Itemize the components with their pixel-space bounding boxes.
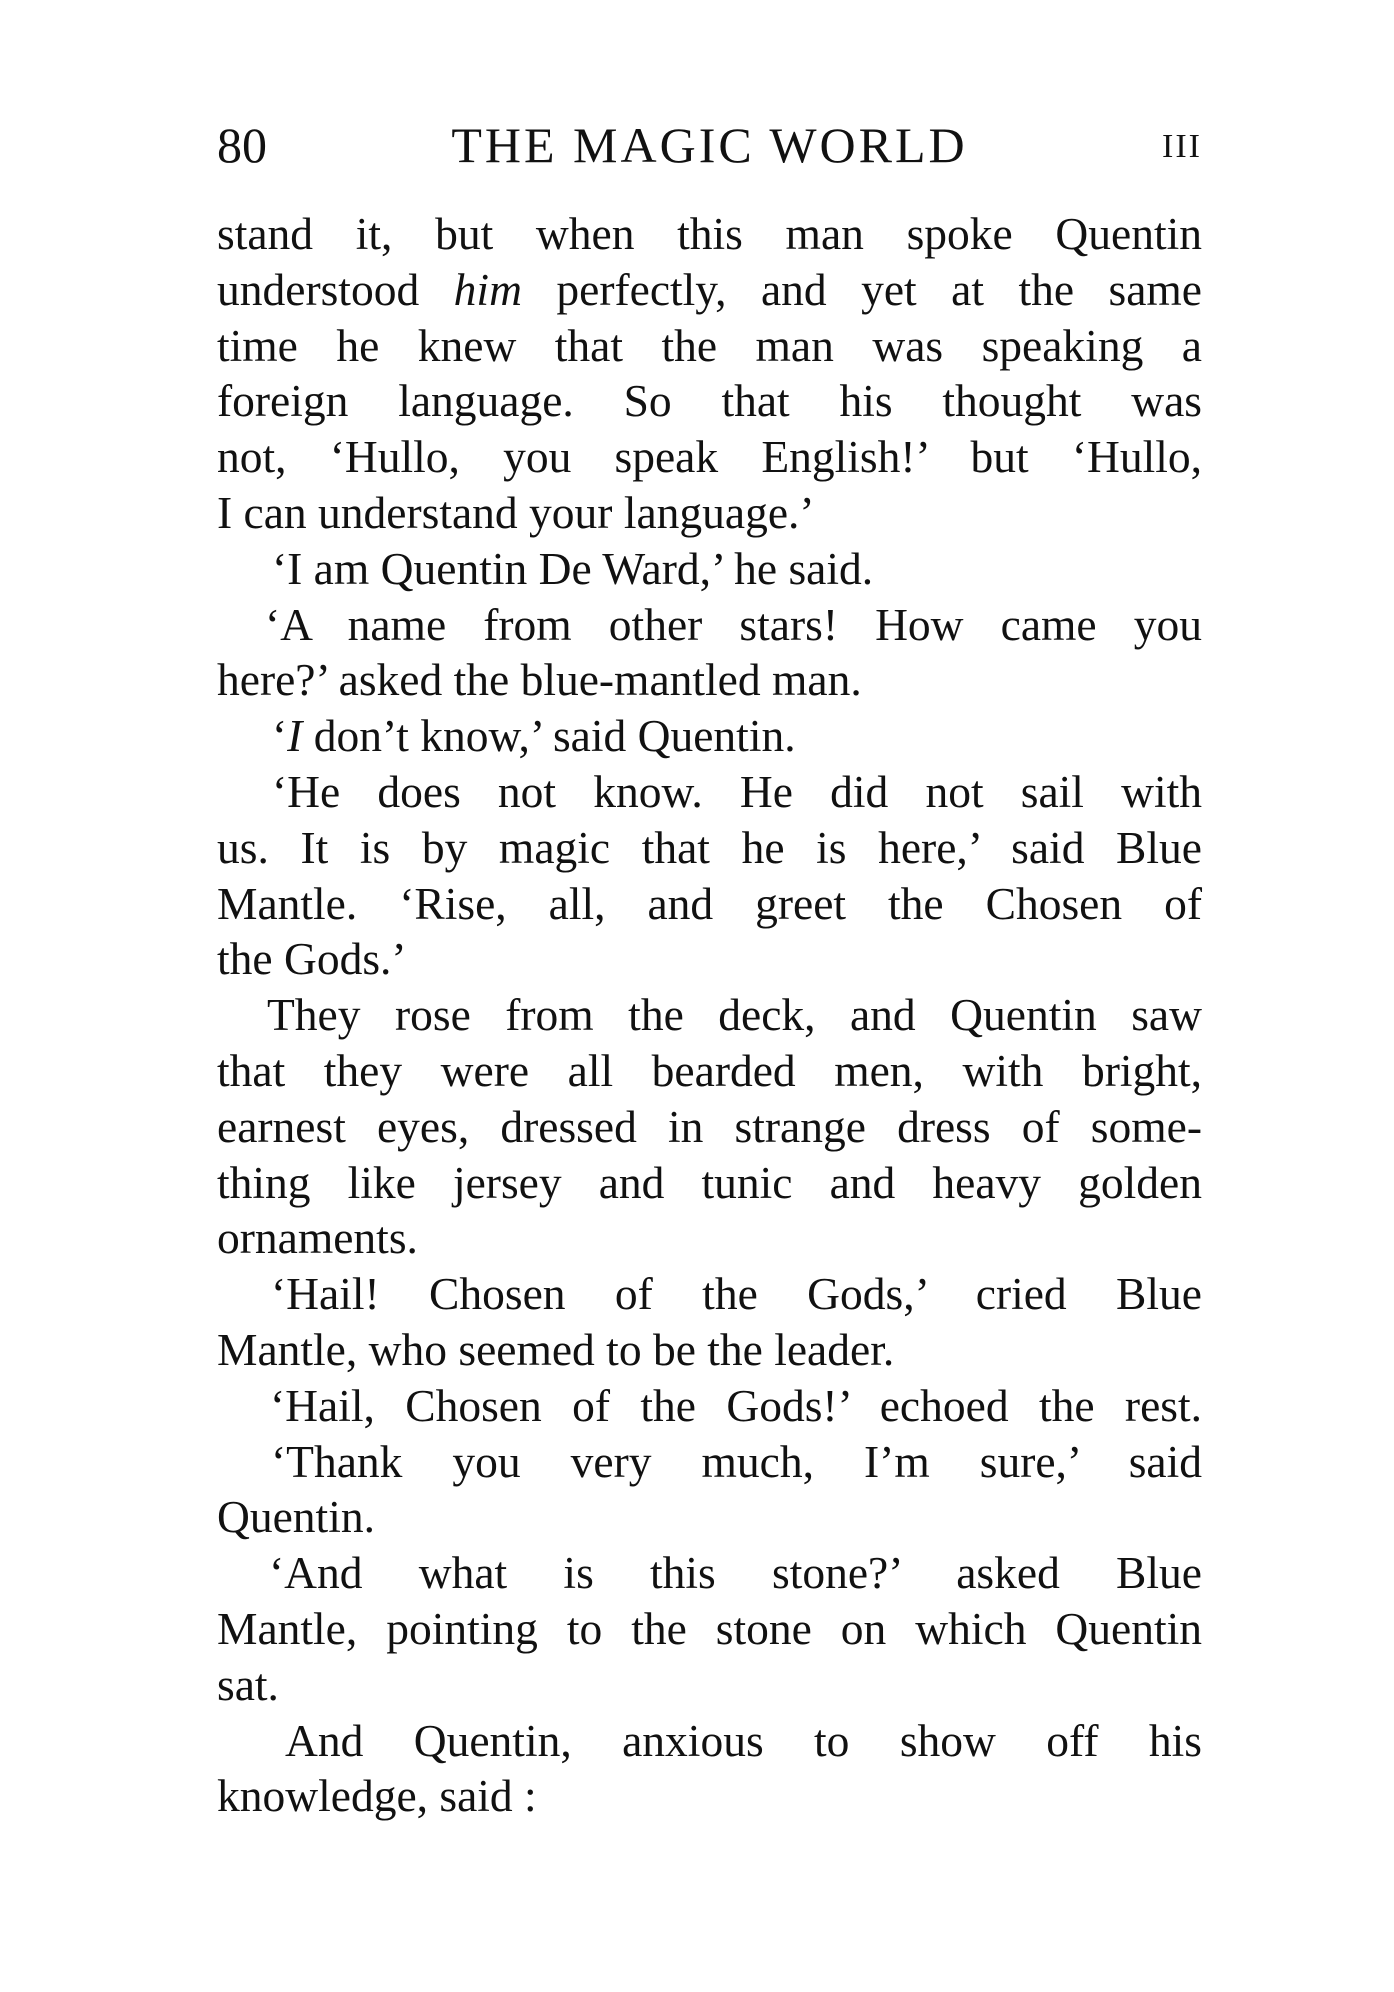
text-line: knowledge, said : — [217, 1770, 537, 1822]
text-line: us. It is by magic that he is here,’ said Blue — [217, 821, 1202, 873]
text-line: the Gods.’ — [217, 933, 407, 985]
text-line: ‘Thank you very much, I’m sure,’ said — [271, 1435, 1202, 1487]
chapter-number: III — [1162, 128, 1202, 165]
text-line: ‘Hail, Chosen of the Gods!’ echoed the rest. — [270, 1379, 1202, 1431]
text-line: ‘I am Quentin De Ward,’ he said. — [272, 542, 874, 594]
page-number: 80 — [217, 117, 267, 173]
running-title: THE MAGIC WORLD — [451, 117, 968, 173]
text-line: time he knew that the man was speaking a — [217, 319, 1202, 371]
text-line: I can understand your language.’ — [217, 486, 815, 538]
running-header — [217, 110, 1202, 180]
emphasis: I — [287, 710, 303, 762]
text-line: here?’ asked the blue-mantled man. — [217, 654, 862, 706]
text-line: Quentin. — [217, 1491, 375, 1543]
text-line: ‘I don’t know,’ said Quentin. — [272, 710, 796, 762]
text-line: ‘Hail! Chosen of the Gods,’ cried Blue — [271, 1268, 1202, 1320]
text-line: Mantle, who seemed to be the leader. — [217, 1323, 895, 1375]
body-text — [217, 206, 1202, 1824]
text-line: ‘He does not know. He did not sail with — [272, 765, 1202, 817]
text-line: foreign language. So that his thought was — [217, 375, 1202, 427]
text-line: Mantle. ‘Rise, all, and greet the Chosen of — [217, 877, 1202, 929]
text-line: ornaments. — [217, 1212, 418, 1264]
text-line: They rose from the deck, and Quentin saw — [267, 989, 1202, 1041]
text-line: earnest eyes, dressed in strange dress of some- — [217, 1100, 1202, 1152]
emphasis: him — [453, 263, 522, 315]
text-line: understood him perfectly, and yet at the same — [217, 263, 1202, 315]
text-line: thing like jersey and tunic and heavy golden — [217, 1156, 1202, 1208]
text-line: Mantle, pointing to the stone on which Quentin — [217, 1602, 1202, 1654]
text-line: ‘A name from other stars! How came you — [265, 598, 1202, 650]
text-line: sat. — [217, 1658, 279, 1710]
text-line: not, ‘Hullo, you speak English!’ but ‘Hullo, — [217, 431, 1202, 483]
text-line: that they were all bearded men, with bright, — [217, 1044, 1202, 1096]
text-line: ‘And what is this stone?’ asked Blue — [269, 1547, 1202, 1599]
text-line: And Quentin, anxious to show off his — [285, 1714, 1202, 1766]
text-line: stand it, but when this man spoke Quentin — [217, 208, 1202, 259]
